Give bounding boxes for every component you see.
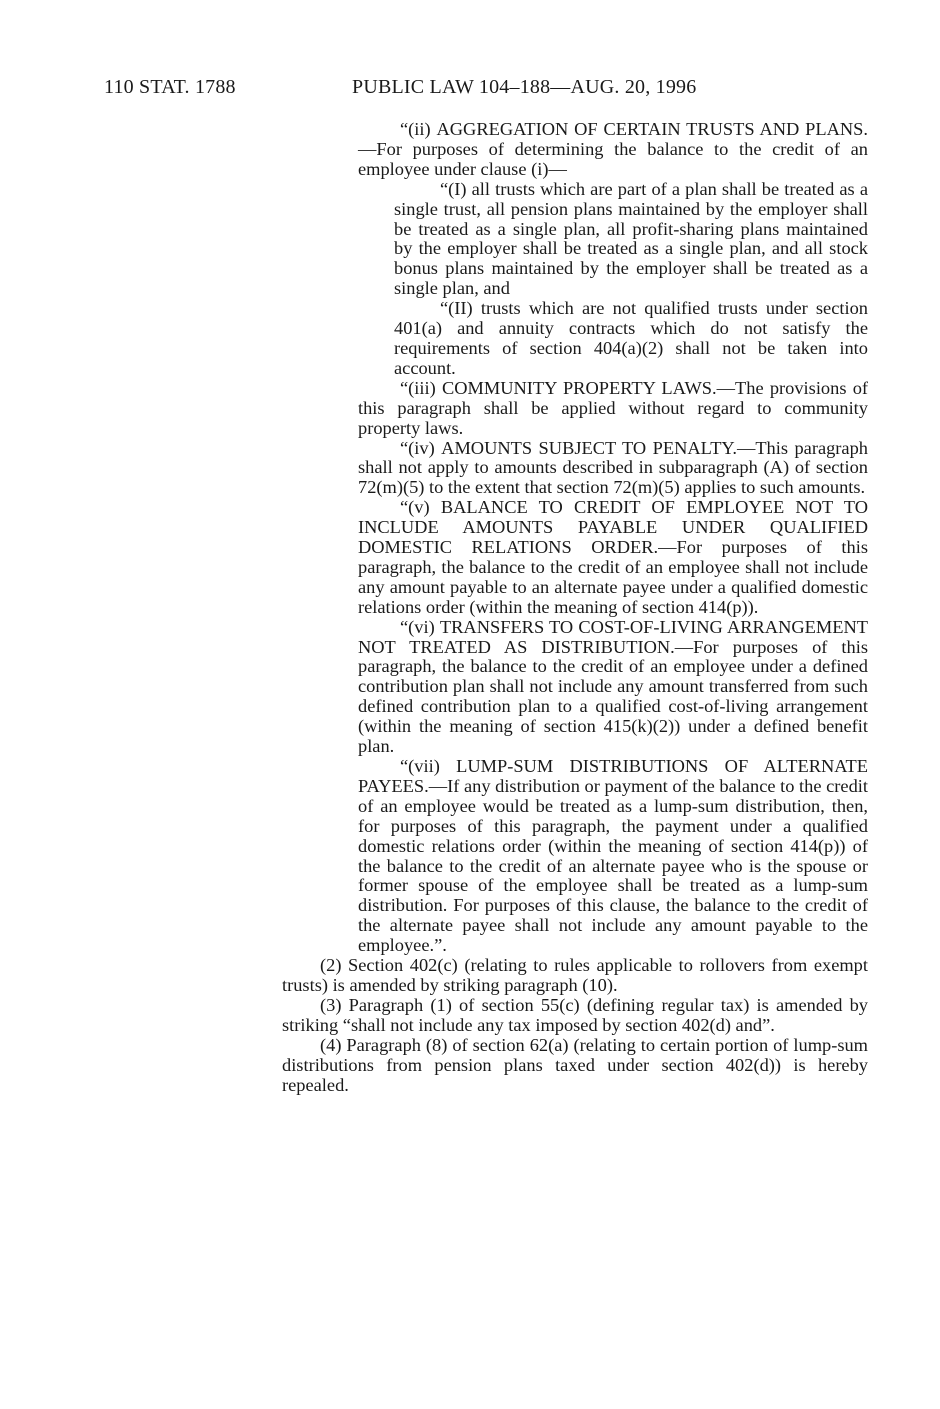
clause-heading: LUMP-SUM DISTRIBUTIONS OF ALTERNATE PAYEES. <box>358 756 868 796</box>
clause-iii: “(iii) COMMUNITY PROPERTY LAWS.—The provisions of this paragraph shall be applied without regard to community property laws. <box>358 377 869 438</box>
subclause-I: “(I) all trusts which are part of a plan shall be treated as a single trust, all pension plans maintained by the employer shall be treated as a single plan, all profit-sharing plans maintained by the employer shall be treated as a single plan, and all stock bonus plans maintained by the employer shall be treated as a single plan, and <box>394 178 868 299</box>
subclause-II: “(II) trusts which are not qualified trusts under section 401(a) and annuity contracts which do not satisfy the requirements of section 404(a)(2) shall not be taken into account. <box>394 298 868 378</box>
clause-heading: AGGREGATION OF CERTAIN TRUSTS AND PLANS. <box>436 119 868 139</box>
clause-v: “(v) BALANCE TO CREDIT OF EMPLOYEE NOT TO INCLUDE AMOUNTS PAYABLE UNDER QUALIFIED DOMESTIC RELATIONS ORDER.—For purposes of this paragraph, the balance to the credit of an employee shall not include any amount payable to an alternate payee under a qualified domestic relations order (within the meaning of section 414(p)). <box>358 497 868 617</box>
statute-page-number: 110 STAT. 1788 <box>104 76 236 98</box>
clause-ii: “(ii) AGGREGATION OF CERTAIN TRUSTS AND PLANS.—For purposes of determining the balance to the credit of an employee under clause (i)— <box>358 119 868 179</box>
clause-iv: “(iv) AMOUNTS SUBJECT TO PENALTY.—This paragraph shall not apply to amounts described in subparagraph (A) of section 72(m)(5) to the extent that section 72(m)(5) applies to such amounts. <box>358 437 868 498</box>
paragraph-3: (3) Paragraph (1) of section 55(c) (defining regular tax) is amended by striking “shall not include any tax imposed by section 402(d) and”. <box>282 994 868 1035</box>
clause-heading: COMMUNITY PROPERTY LAWS. <box>441 377 717 398</box>
clause-vi: “(vi) TRANSFERS TO COST-OF-LIVING ARRANGEMENT NOT TREATED AS DISTRIBUTION.—For purposes of this paragraph, the balance to the credit of an employee under a defined contribution plan shall not include any amount transferred from such defined contribution plan to a qualified cost-of-living arrangement (within the meaning of section 415(k)(2)) under a defined benefit plan. <box>358 616 868 757</box>
page-header <box>0 76 940 102</box>
paragraph-4: (4) Paragraph (8) of section 62(a) (relating to certain portion of lump-sum distributions from pension plans taxed under section 402(d)) is hereby repealed. <box>282 1034 868 1095</box>
clause-vii: “(vii) LUMP-SUM DISTRIBUTIONS OF ALTERNATE PAYEES.—If any distribution or payment of the balance to the credit of an employee would be treated as a lump-sum distribution, then, for purposes of this paragraph, the payment under a qualified domestic relations order (within the meaning of section 414(p)) of the balance to the credit of an alternate payee who is the spouse or former spouse of the employee shall be treated as a lump-sum distribution. For purposes of this clause, the balance to the credit of the alternate payee shall not include any amount payable to the employee.”. <box>358 756 868 956</box>
clause-heading: AMOUNTS SUBJECT TO PENALTY. <box>441 437 737 458</box>
clause-heading: TRANSFERS TO COST-OF-LIVING ARRANGEMENT NOT TREATED AS DISTRIBUTION. <box>358 616 868 657</box>
public-law-title: PUBLIC LAW 104–188—AUG. 20, 1996 <box>352 76 697 98</box>
paragraph-2: (2) Section 402(c) (relating to rules applicable to rollovers from exempt trusts) is amended by striking paragraph (10). <box>282 955 868 995</box>
clause-heading: BALANCE TO CREDIT OF EMPLOYEE NOT TO INCLUDE AMOUNTS PAYABLE UNDER QUALIFIED DOMESTIC RELATIONS ORDER. <box>358 497 868 558</box>
document-body <box>282 120 868 1095</box>
